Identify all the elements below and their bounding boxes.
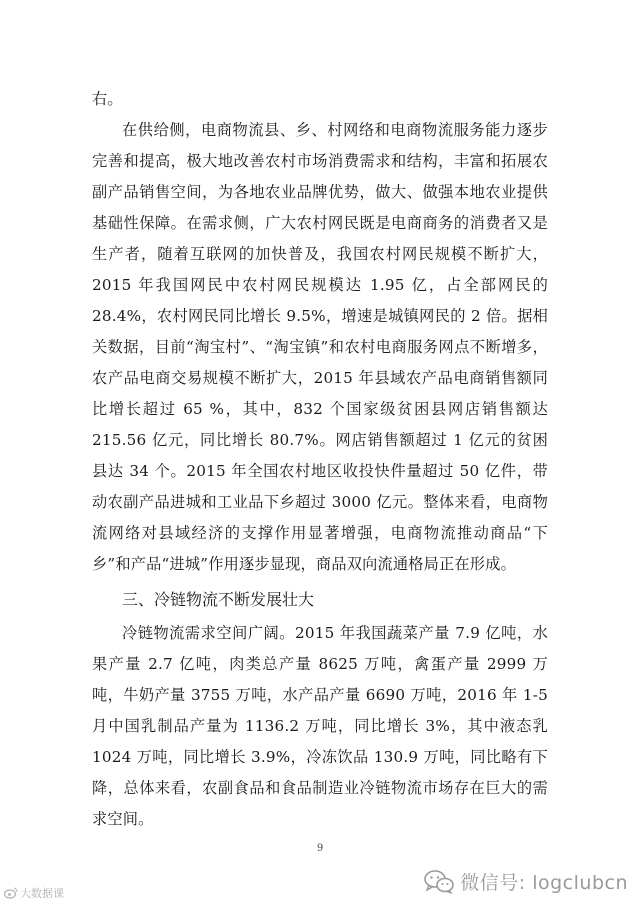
watermark-right <box>424 868 628 895</box>
paragraph-cold-chain: 冷链物流需求空间广阔。2015 年我国蔬菜产量 7.9 亿吨，水果产量 2.7 亿吨，肉类总产量 8625 万吨，禽蛋产量 2999 万吨，牛奶产量 3755 万吨，水产品产量 6690 万吨，2016 年 1-5 月中国乳制品产量为 1136.2 万吨，同比增长 3%，其中液态乳 1024 万吨，同比增长 3.9%，冷冻饮品 130.9 万吨，同比略有下降，总体来看，农副食品和食品制造业冷链物流市场存在巨大的需求空间。 <box>92 624 548 828</box>
watermark-left-text: 大数据课 <box>20 887 64 900</box>
paragraph-continuation: 右。 <box>92 90 123 108</box>
weibo-icon <box>4 887 18 899</box>
wechat-icon <box>424 870 454 894</box>
paragraph-supply-demand: 在供给侧，电商物流县、乡、村网络和电商物流服务能力逐步完善和提高，极大地改善农村市场消费需求和结构，丰富和拓展农副产品销售空间，为各地农业品牌优势，做大、做强本地农业提供基础性保障。在需求侧，广大农村网民既是电商商务的消费者又是生产者，随着互联网的加快普及，我国农村网民规模不断扩大，2015 年我国网民中农村网民规模达 1.95 亿，占全部网民的 28.4%，农村网民同比增长 9.5%，增速是城镇网民的 2 倍。据相关数据，目前“淘宝村”、“淘宝镇”和农村电商服务网点不断增多，农产品电商交易规模不断扩大，2015 年县域农产品电商销售额同比增长超过 65 %，其中，832 个国家级贫困县网店销售额达 215.56 亿元，同比增长 80.7%。网店销售额超过 1 亿元的贫困县达 34 个。2015 年全国农村地区收投快件量超过 50 亿件，带动农副产品进城和工业品下乡超过 3000 亿元。整体来看，电商物流网络对县域经济的支撑作用显著增强，电商物流推动商品“下乡”和产品“进城”作用逐步显现，商品双向流通格局正在形成。 <box>92 121 548 573</box>
section-heading: 三、冷链物流不断发展壮大 <box>122 590 315 609</box>
watermark-right-text: 微信号: logclubcn <box>460 872 628 894</box>
page-number: 9 <box>316 843 324 854</box>
document-body <box>92 84 548 835</box>
watermark-left <box>4 885 64 901</box>
